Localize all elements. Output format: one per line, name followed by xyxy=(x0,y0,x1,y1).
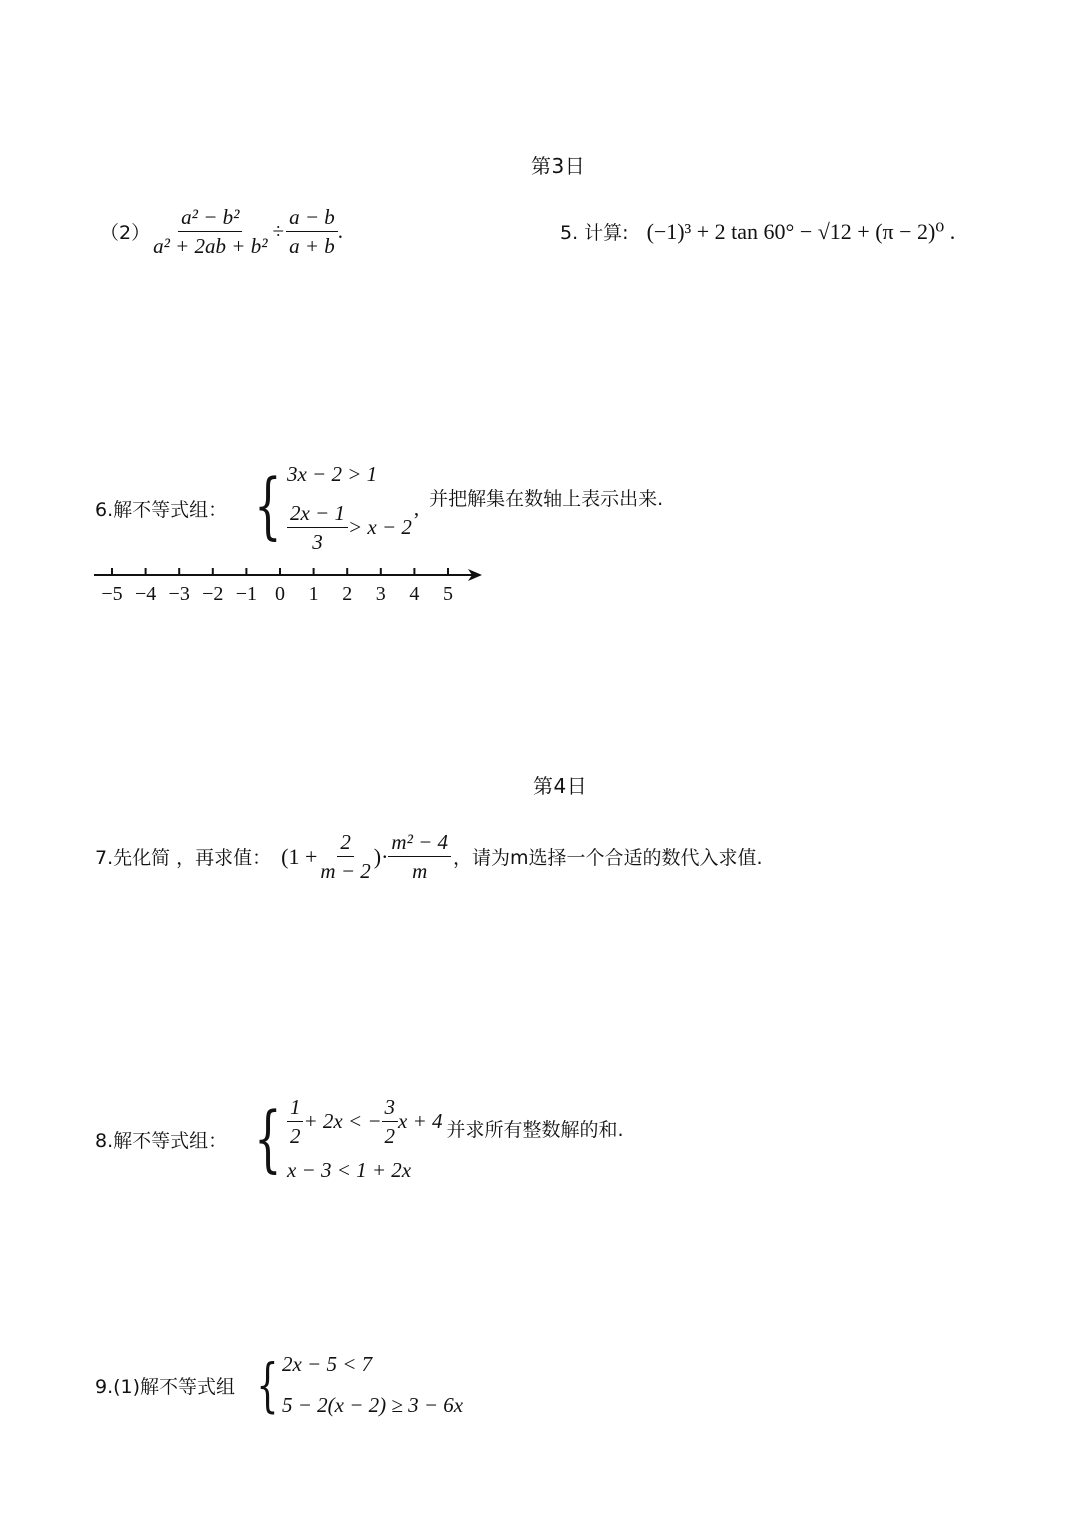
q7-fraction-2 xyxy=(388,830,451,883)
q7-fraction-2-denominator: m xyxy=(412,859,428,884)
q7-close: )· xyxy=(373,843,389,869)
q9-inequality-system xyxy=(249,1352,463,1418)
q4-2-fraction-1 xyxy=(150,205,270,258)
q8-mid: + 2x < − xyxy=(303,1109,382,1134)
q5-label: 5. 计算: xyxy=(560,222,629,244)
q6-tail: 并把解集在数轴上表示出来. xyxy=(429,488,664,510)
axis-tick-label: 1 xyxy=(308,583,319,605)
q9-line-2: 5 − 2(x − 2) ≥ 3 − 6x xyxy=(281,1393,464,1417)
q6-line-1: 3x − 2 > 1 xyxy=(286,462,378,486)
q9-label: 9.(1)解不等式组 xyxy=(95,1375,236,1398)
q7-tail: ，请为m选择一个合适的数代入求值. xyxy=(453,847,763,870)
division-sign: ÷ xyxy=(272,219,285,244)
q8-fraction-1 xyxy=(287,1095,304,1148)
q7-fraction-1-denominator: m − 2 xyxy=(320,859,371,884)
q4-2-fraction-2 xyxy=(286,205,338,258)
q5-expression: (−1)³ + 2 tan 60° − √12 + (π − 2)⁰ . xyxy=(646,218,956,244)
day3-title: 第3日 xyxy=(531,154,586,178)
q4-2-period: . xyxy=(337,219,343,244)
axis-tick-label: 4 xyxy=(409,583,420,605)
q6-fraction xyxy=(287,501,348,554)
axis-tick-label: −3 xyxy=(168,583,190,605)
q6-line-2-rest: > x − 2 xyxy=(347,514,412,539)
q4-2-denominator-2: a + b xyxy=(289,234,335,259)
q6-fraction-denominator: 3 xyxy=(312,529,323,554)
left-brace: { xyxy=(254,1096,282,1180)
axis-tick-label: 5 xyxy=(443,583,453,605)
axis-tick-label: −2 xyxy=(202,583,224,605)
q4-2-numerator: a² − b² xyxy=(178,205,242,232)
question-9 xyxy=(95,1352,463,1418)
q7-fraction-1 xyxy=(317,830,373,883)
q9-line-1: 2x − 5 < 7 xyxy=(281,1352,373,1376)
axis-tick-label: 2 xyxy=(342,583,353,605)
question-6 xyxy=(95,462,663,554)
q7-fraction-1-numerator: 2 xyxy=(337,830,354,857)
q8-fraction-1-denominator: 2 xyxy=(289,1124,301,1149)
q7-open: (1 + xyxy=(281,843,318,869)
tick-group xyxy=(101,568,453,605)
q7-fraction-2-numerator: m² − 4 xyxy=(388,830,451,857)
number-line xyxy=(90,562,490,606)
question-8 xyxy=(95,1095,624,1183)
axis-tick-label: 3 xyxy=(375,583,386,605)
q8-line-2: x − 3 < 1 + 2x xyxy=(286,1158,412,1182)
q6-comma: , xyxy=(413,495,420,520)
axis-tick-label: −4 xyxy=(134,583,157,605)
q8-fraction-2 xyxy=(382,1095,399,1148)
q8-fraction-1-numerator: 1 xyxy=(287,1095,304,1122)
q6-label: 6.解不等式组： xyxy=(95,498,228,521)
q8-fraction-2-numerator: 3 xyxy=(382,1095,399,1122)
left-brace: { xyxy=(256,1351,279,1419)
axis-tick-label: 0 xyxy=(275,583,285,605)
question-5 xyxy=(560,218,955,245)
question-4-2 xyxy=(100,205,343,258)
axis-tick-label: −5 xyxy=(101,583,123,605)
axis-tick-label: −1 xyxy=(235,583,258,605)
q8-label: 8.解不等式组： xyxy=(95,1129,228,1152)
q8-inequality-system xyxy=(245,1095,442,1183)
q4-2-label: （2） xyxy=(100,222,151,245)
q8-fraction-2-denominator: 2 xyxy=(384,1124,396,1149)
question-7 xyxy=(95,830,763,883)
q8-tail: 并求所有整数解的和. xyxy=(446,1119,624,1141)
q4-2-denominator: a² + 2ab + b² xyxy=(153,234,268,259)
q4-2-numerator-2: a − b xyxy=(286,205,338,232)
q7-label: 7.先化简 ，再求值： xyxy=(95,847,272,870)
q8-line-1-rest: x + 4 xyxy=(398,1109,443,1134)
q6-fraction-numerator: 2x − 1 xyxy=(287,501,348,528)
left-brace: { xyxy=(254,463,282,547)
q6-inequality-system xyxy=(245,462,412,554)
day4-title: 第4日 xyxy=(533,774,588,798)
